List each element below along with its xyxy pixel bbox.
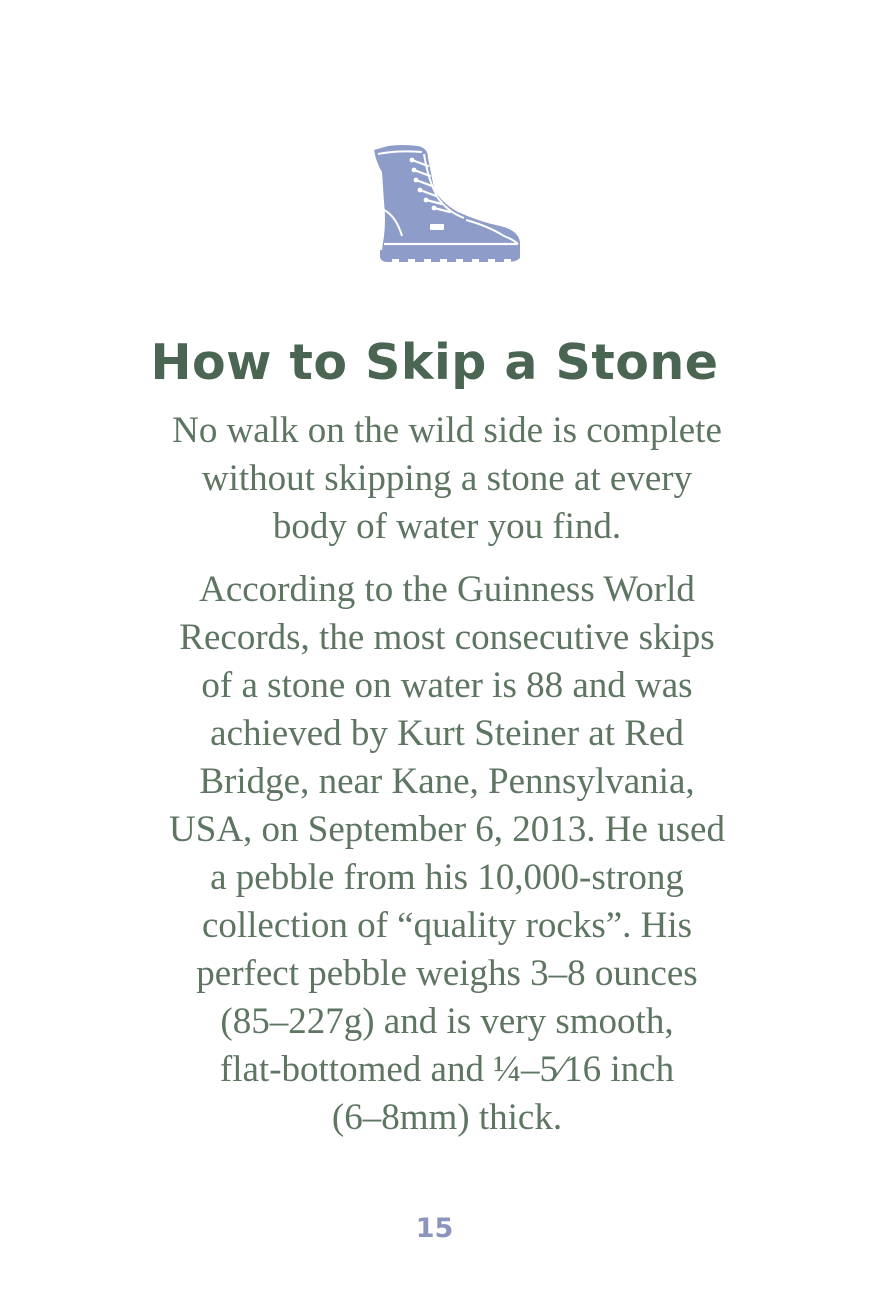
intro-paragraph [100,407,794,551]
body-line: achieved by Kurt Steiner at Red [210,713,684,754]
intro-line: No walk on the wild side is complete [172,410,722,451]
hiking-boot-icon [368,140,524,268]
page-title: How to Skip a Stone [150,334,719,391]
body-line: Records, the most consecutive skips [179,617,715,658]
body-line: According to the Guinness World [199,569,695,610]
body-line: collection of “quality rocks”. His [201,905,693,946]
body-line: a pebble from his 10,000-strong [210,857,684,898]
page-number: 15 [415,1213,454,1244]
body-line: USA, on September 6, 2013. He used [169,809,725,850]
body-paragraph [100,566,794,1142]
intro-line: without skipping a stone at every [201,458,693,499]
intro-line: body of water you find. [272,506,622,547]
body-line: of a stone on water is 88 and was [201,665,693,706]
body-line: perfect pebble weighs 3–8 ounces [196,953,698,994]
body-line: (6–8mm) thick. [331,1097,563,1138]
body-line: Bridge, near Kane, Pennsylvania, [199,761,695,802]
body-line: (85–227g) and is very smooth, [220,1001,674,1042]
body-line: flat-bottomed and ¼–5⁄16 inch [219,1049,675,1090]
